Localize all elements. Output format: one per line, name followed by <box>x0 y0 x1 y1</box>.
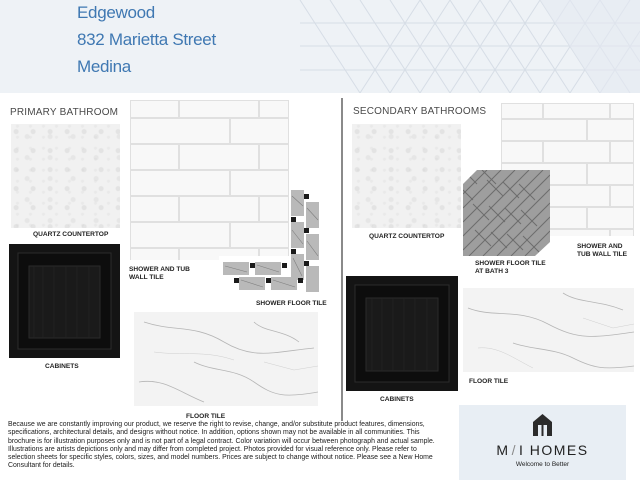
primary-quartz-swatch <box>11 124 120 228</box>
brand-name-slash: / <box>511 442 517 458</box>
primary-wall-tile-label-line2: WALL TILE <box>129 274 164 281</box>
secondary-bathrooms-title: SECONDARY BATHROOMS <box>353 106 487 117</box>
secondary-shower-floor-label-line1: SHOWER FLOOR TILE <box>475 260 546 267</box>
section-divider <box>341 98 343 421</box>
secondary-quartz-label: QUARTZ COUNTERTOP <box>369 233 445 240</box>
secondary-floor-tile-label: FLOOR TILE <box>469 378 509 385</box>
brand-tagline: Welcome to Better <box>515 461 570 468</box>
community-name: Edgewood <box>77 3 155 22</box>
primary-bathroom-title: PRIMARY BATHROOM <box>10 107 119 118</box>
primary-cabinets-label: CABINETS <box>45 363 79 370</box>
primary-shower-floor-label: SHOWER FLOOR TILE <box>256 300 327 307</box>
secondary-wall-tile-label-line2: TUB WALL TILE <box>577 251 628 258</box>
secondary-shower-floor-swatch <box>463 170 550 256</box>
primary-floor-tile-label: FLOOR TILE <box>186 413 226 420</box>
house-icon <box>532 413 553 437</box>
brand-name-m: M <box>496 442 510 458</box>
city-name: Medina <box>77 57 131 76</box>
brand-name <box>459 442 626 458</box>
primary-floor-tile-swatch <box>134 312 318 406</box>
secondary-quartz-swatch <box>352 124 461 228</box>
primary-cabinet-swatch <box>9 244 120 358</box>
street-address: 832 Marietta Street <box>77 30 216 49</box>
primary-wall-tile-label-line1: SHOWER AND TUB <box>129 266 190 273</box>
brand-logo-box <box>459 405 626 480</box>
secondary-wall-tile-label-line1: SHOWER AND <box>577 243 623 250</box>
secondary-floor-tile-swatch <box>463 288 634 372</box>
brand-name-homes: I HOMES <box>518 442 589 458</box>
primary-shower-floor-swatch <box>219 186 323 296</box>
secondary-cabinet-swatch <box>346 276 458 391</box>
legal-disclaimer: Because we are constantly improving our product, we reserve the right to revise, change, and/or substitute product features, dimensions, specifications, architectural details, and designs without notice. In addition, options shown may not be available in all communities. This brochure is for illustration purposes only and is not part of a legal contract. Color variation will occur between photograph and actual sample. Illustrations are artists depictions only and may differ from completed project. Photos provided for visual reference only. Please refer to selection sheets for specific styles, colors, sizes, and model numbers. Prices are subject to change without notice. Please see a New Home Consultant for details. <box>8 421 435 470</box>
primary-quartz-label: QUARTZ COUNTERTOP <box>33 231 109 238</box>
secondary-cabinets-label: CABINETS <box>380 396 414 403</box>
header-banner <box>0 0 640 93</box>
secondary-shower-floor-label-line2: AT BATH 3 <box>475 268 509 275</box>
